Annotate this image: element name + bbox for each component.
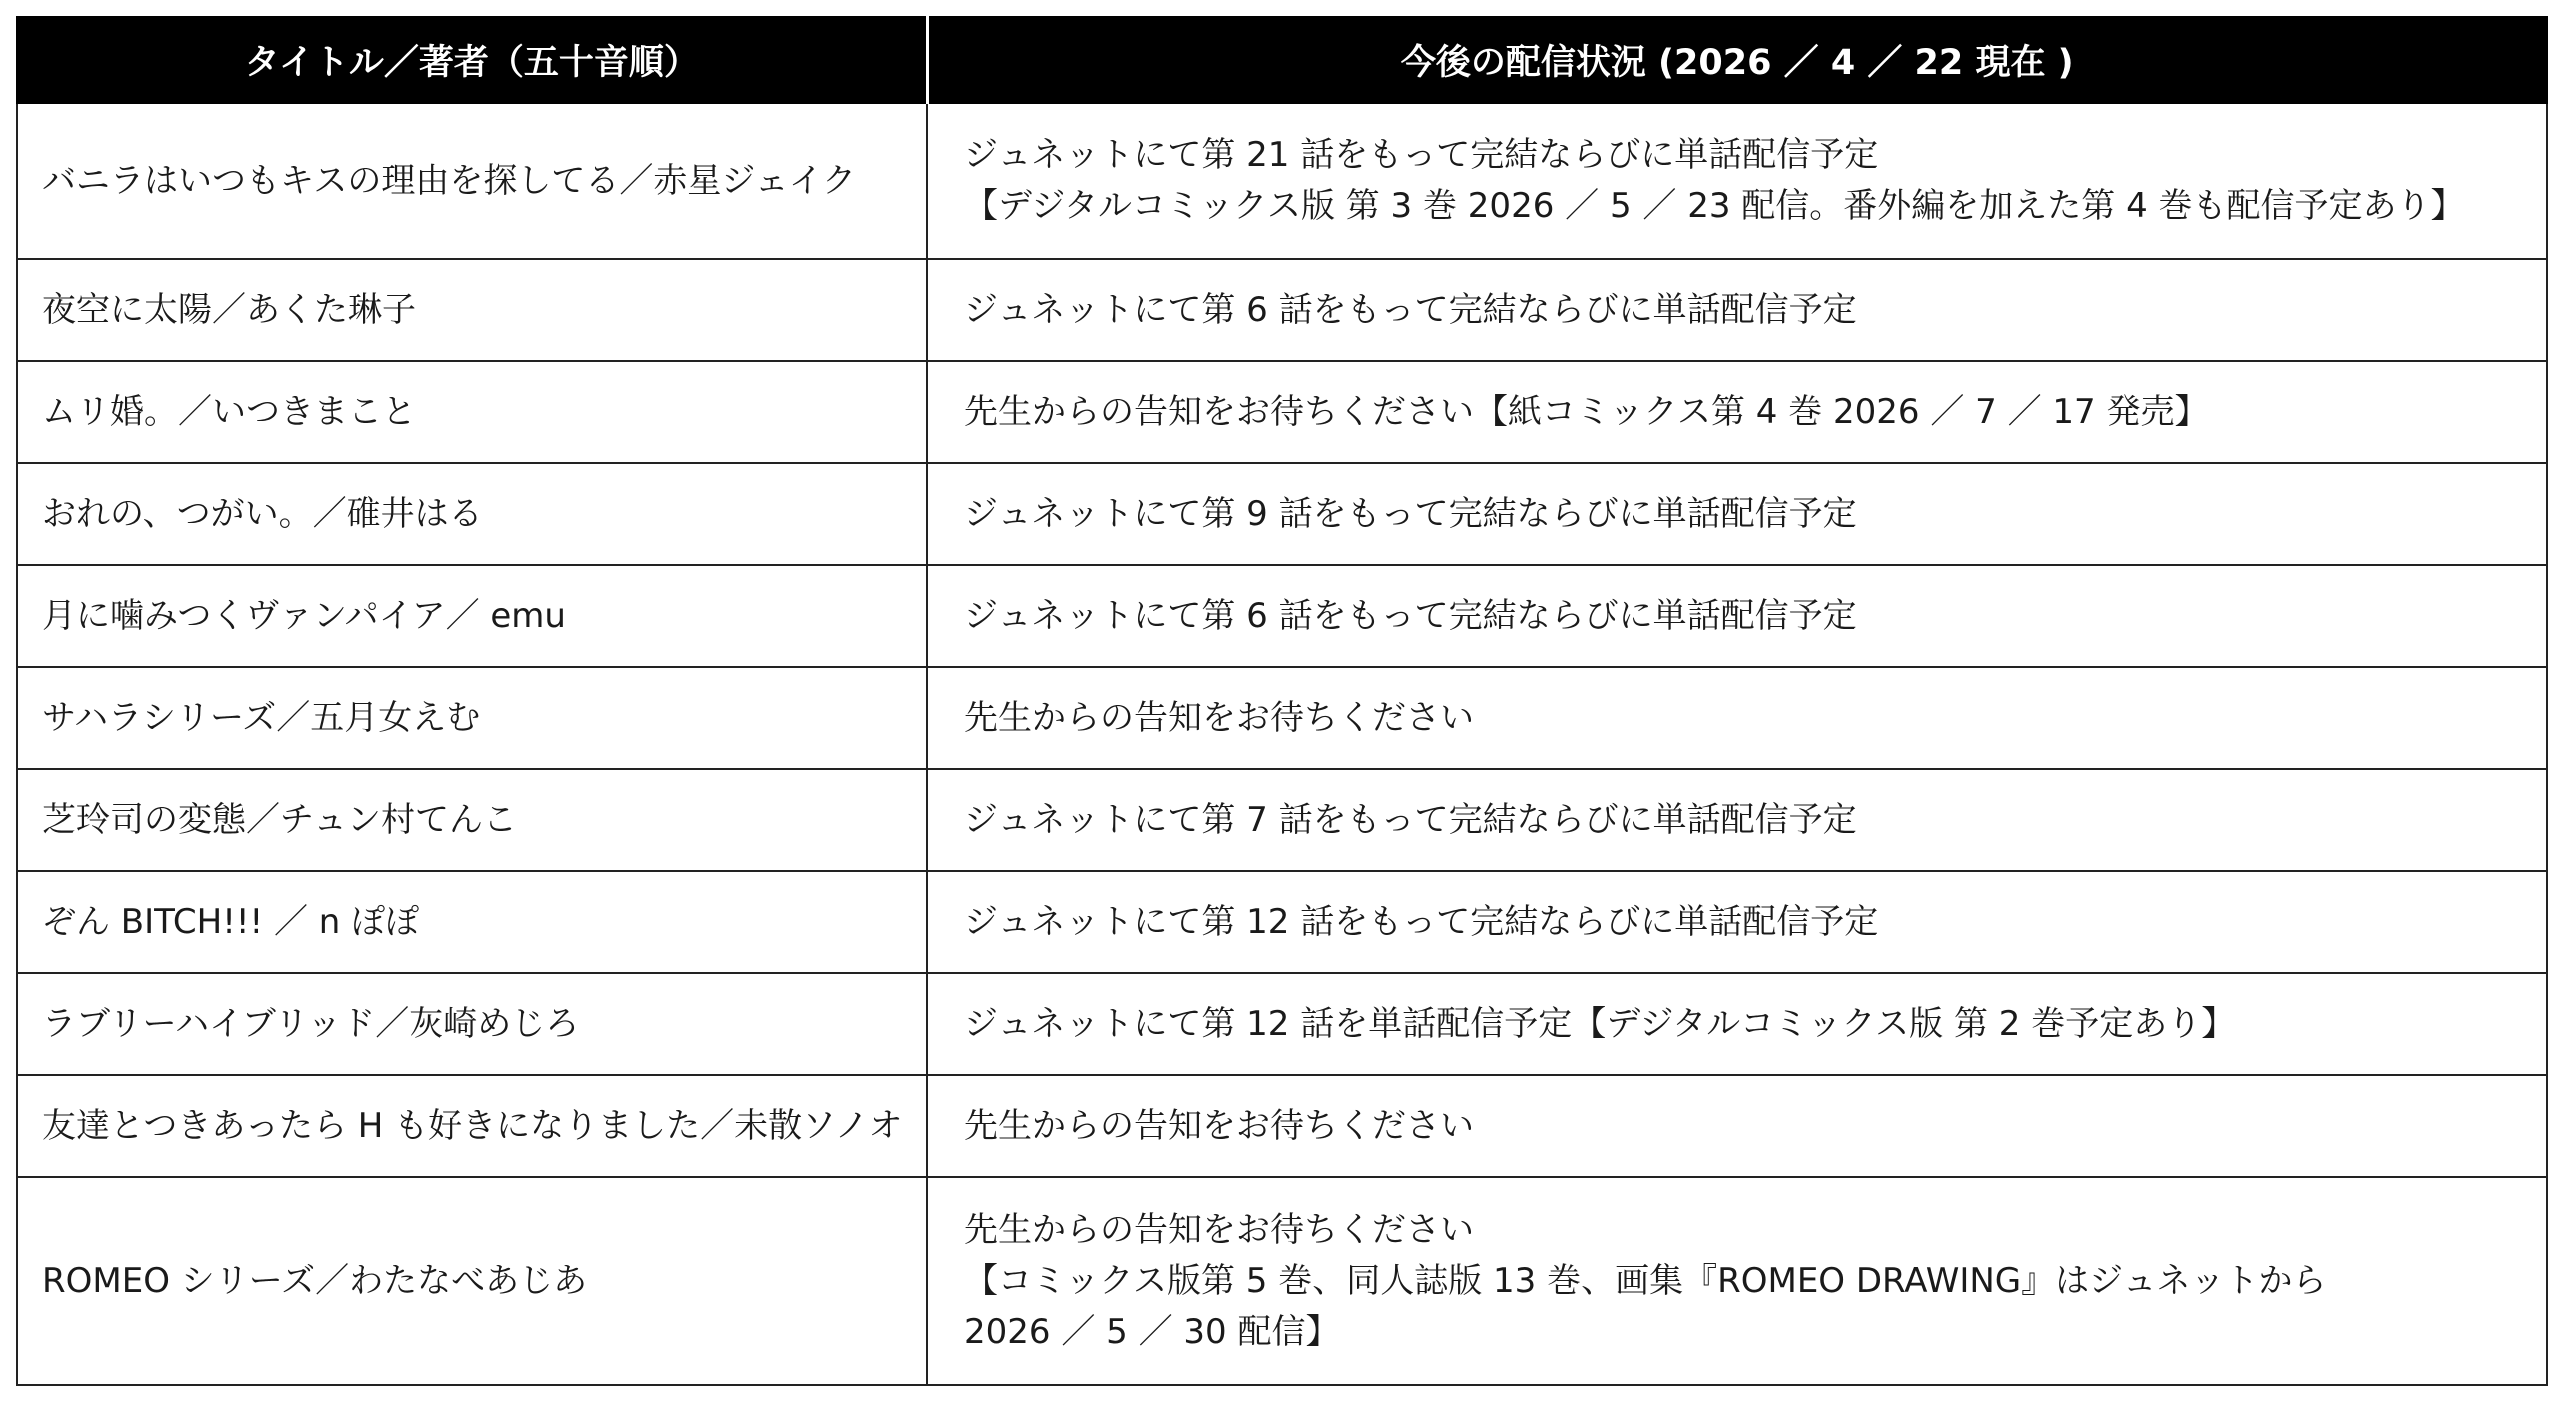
table-body [17,103,2547,1385]
status-line: ジュネットにて第 12 話をもって完結ならびに単話配信予定 [964,901,1879,942]
status-cell [927,565,2547,667]
table-row [17,1177,2547,1385]
status-line: ジュネットにて第 6 話をもって完結ならびに単話配信予定 [964,289,1857,330]
title-author-cell: おれの、つがい。／碓井はる [17,463,927,565]
status-line: 【コミックス版第 5 巻、同人誌版 13 巻、画集『ROMEO DRAWING』はジュネットから [964,1260,2327,1301]
title-author-cell: 夜空に太陽／あくた琳子 [17,259,927,361]
table-row [17,463,2547,565]
distribution-schedule-table [16,16,2548,1386]
status-line: 【デジタルコミックス版 第 3 巻 2026 ／ 5 ／ 23 配信。番外編を加えた第 4 巻も配信予定あり】 [964,186,2465,226]
status-cell [927,103,2547,259]
status-line: ジュネットにて第 6 話をもって完結ならびに単話配信予定 [964,595,1857,636]
status-cell [927,259,2547,361]
title-author-cell: 月に噛みつくヴァンパイア／ emu [17,565,927,667]
title-author-cell: ぞん BITCH!!! ／ n ぽぽ [17,871,927,973]
status-cell [927,1177,2547,1385]
status-line: ジュネットにて第 9 話をもって完結ならびに単話配信予定 [964,493,1857,534]
table-row [17,103,2547,259]
status-cell [927,1075,2547,1177]
table-row [17,361,2547,463]
status-line: ジュネットにて第 7 話をもって完結ならびに単話配信予定 [964,799,1857,840]
table-row [17,769,2547,871]
status-line: 先生からの告知をお待ちください [964,697,1474,738]
status-cell [927,769,2547,871]
title-author-cell: ラブリーハイブリッド／灰崎めじろ [17,973,927,1075]
title-author-cell: 芝玲司の変態／チュン村てんこ [17,769,927,871]
status-cell [927,973,2547,1075]
title-author-cell: ムリ婚。／いつきまこと [17,361,927,463]
status-line: 先生からの告知をお待ちください [964,1209,1474,1250]
status-line: 先生からの告知をお待ちください【紙コミックス第 4 巻 2026 ／ 7 ／ 17 発売】 [964,391,2209,432]
header-row [17,17,2547,103]
title-author-cell: バニラはいつもキスの理由を探してる／赤星ジェイク [17,103,927,259]
status-line: ジュネットにて第 21 話をもって完結ならびに単話配信予定 [964,135,1879,175]
title-author-cell: ROMEO シリーズ／わたなべあじあ [17,1177,927,1385]
status-cell [927,667,2547,769]
table-row [17,259,2547,361]
status-cell [927,871,2547,973]
status-line: 2026 ／ 5 ／ 30 配信】 [964,1311,1340,1352]
status-line: 先生からの告知をお待ちください [964,1105,1474,1146]
table-row [17,871,2547,973]
status-line: ジュネットにて第 12 話を単話配信予定【デジタルコミックス版 第 2 巻予定あり】 [964,1003,2236,1044]
header-title-author: タイトル／著者（五十音順） [17,17,927,103]
table-header [17,17,2547,103]
status-cell [927,463,2547,565]
table-row [17,565,2547,667]
title-author-cell: サハラシリーズ／五月女えむ [17,667,927,769]
status-cell [927,361,2547,463]
table-row [17,1075,2547,1177]
table-row [17,973,2547,1075]
title-author-cell: 友達とつきあったら H も好きになりました／未散ソノオ [17,1075,927,1177]
table-row [17,667,2547,769]
header-status: 今後の配信状況 (2026 ／ 4 ／ 22 現在 ) [927,17,2547,103]
